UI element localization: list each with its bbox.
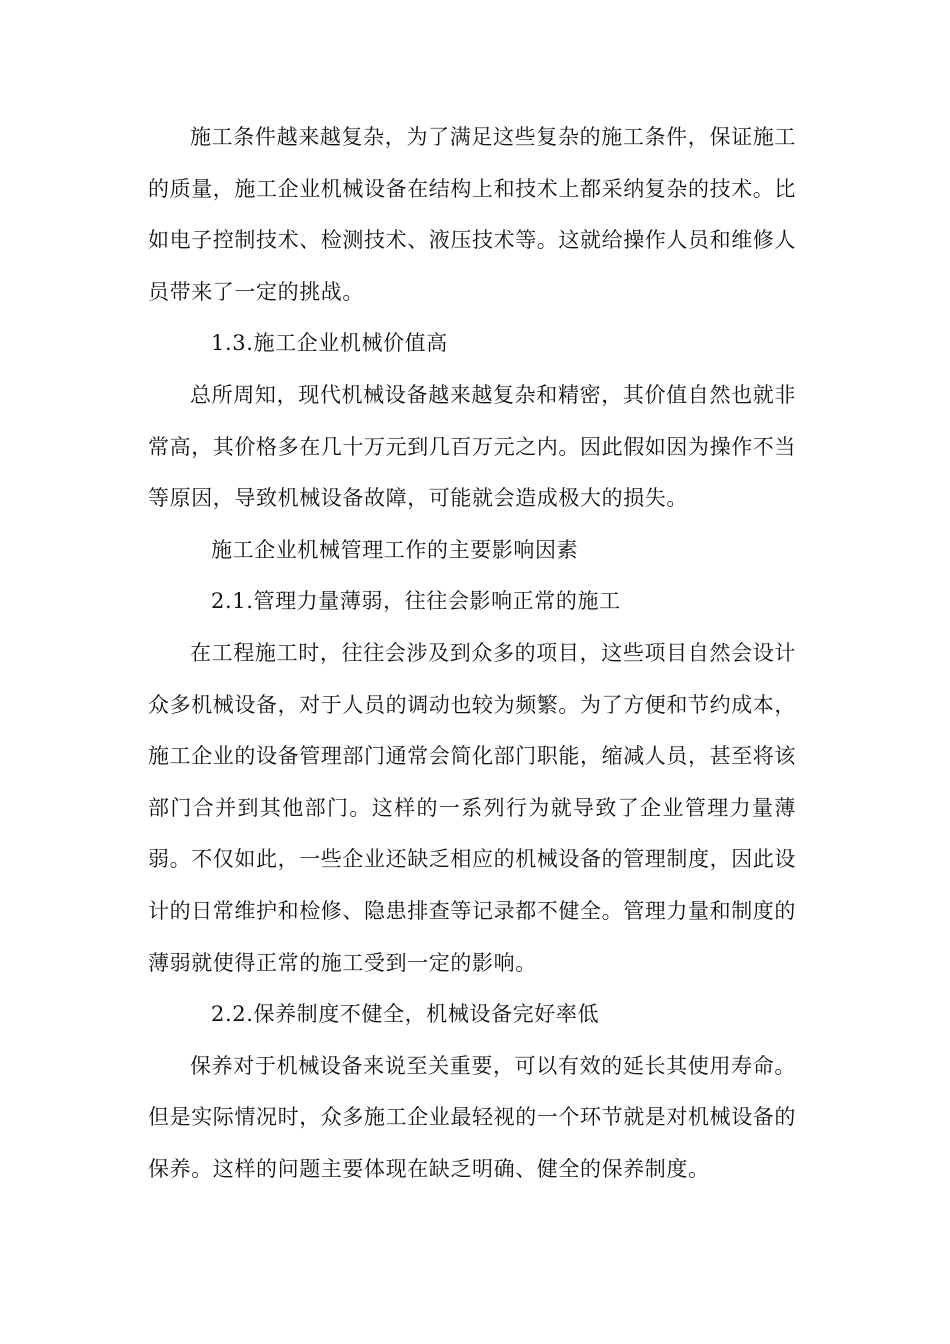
section-heading-2-2: 2.2.保养制度不健全，机械设备完好率低 bbox=[211, 1002, 600, 1027]
paragraph-management: 在工程施工时，往往会涉及到众多的项目，这些项目自然会设计众多机械设备，对于人员的调动也较为频繁。为了方便和节约成本，施工企业的设备管理部门通常会简化部门职能，缩减人员，甚至将该部门合并到其他部门。这样的一系列行为就导致了企业管理力量薄弱。不仅如此，一些企业还缺乏相应的机械设备的管理制度，因此设计的日常维护和检修、隐患排查等记录都不健全。管理力量和制度的薄弱就使得正常的施工受到一定的影响。 bbox=[148, 640, 796, 975]
section-heading-factors: 施工企业机械管理工作的主要影响因素 bbox=[211, 537, 579, 562]
section-heading-2-1: 2.1.管理力量薄弱，往往会影响正常的施工 bbox=[211, 589, 621, 614]
document-body bbox=[148, 112, 796, 1195]
paragraph-maintenance: 保养对于机械设备来说至关重要，可以有效的延长其使用寿命。但是实际情况时，众多施工企业最轻视的一个环节就是对机械设备的保养。这样的问题主要体现在缺乏明确、健全的保养制度。 bbox=[148, 1053, 796, 1181]
paragraph-complexity: 施工条件越来越复杂，为了满足这些复杂的施工条件，保证施工的质量，施工企业机械设备在结构上和技术上都采纳复杂的技术。比如电子控制技术、检测技术、液压技术等。这就给操作人员和维修人员带来了一定的挑战。 bbox=[148, 125, 796, 304]
paragraph-value: 总所周知，现代机械设备越来越复杂和精密，其价值自然也就非常高，其价格多在几十万元到几百万元之内。因此假如因为操作不当等原因，导致机械设备故障，可能就会造成极大的损失。 bbox=[148, 382, 796, 511]
section-heading-1-3: 1.3.施工企业机械价值高 bbox=[211, 331, 448, 356]
